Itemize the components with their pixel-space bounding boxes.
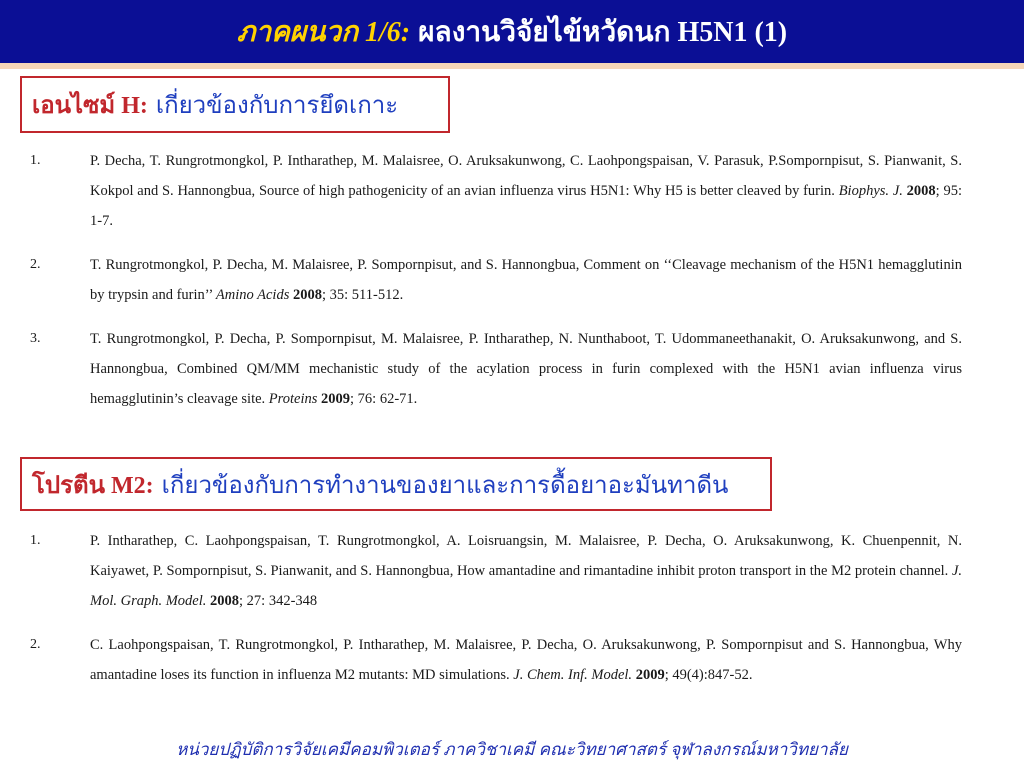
reference-item bbox=[0, 250, 1024, 310]
reference-volume: ; 35: 511-512. bbox=[321, 287, 404, 303]
header-underline bbox=[0, 63, 1024, 69]
slide-footer: หน่วยปฏิบัติการวิจัยเคมีคอมพิวเตอร์ ภาควิชาเคมี คณะวิทยาศาสตร์ จุฬาลงกรณ์มหาวิทยาลัย bbox=[176, 740, 848, 759]
reference-journal: Proteins bbox=[268, 391, 318, 407]
reference-item bbox=[0, 146, 1024, 236]
section-label: โปรตีน M2: bbox=[32, 472, 154, 499]
reference-list-enzyme-h bbox=[0, 146, 1024, 428]
reference-journal: Biophys. J. bbox=[838, 183, 903, 199]
reference-journal: J. Mol. Graph. Model. bbox=[90, 563, 962, 609]
reference-number: 2. bbox=[30, 257, 41, 272]
reference-journal: J. Chem. Inf. Model. bbox=[513, 667, 633, 683]
reference-authors: P. Intharathep, C. Laohpongspaisan, T. Rungrotmongkol, A. Loisruangsin, M. Malaisree, P. Decha, O. Aruksakunwong, K. Chuenpennit, N. Kaiyawet, P. Sompornpisut, S. Pianwanit, and S. Hannongbua, How amantadine and rimantadine inhibit proton transport in the M2 protein channel. bbox=[90, 533, 962, 579]
reference-item bbox=[0, 630, 1024, 690]
reference-number: 1. bbox=[30, 533, 41, 548]
reference-year: 2008 bbox=[906, 183, 936, 199]
reference-text bbox=[90, 630, 962, 690]
reference-authors: T. Rungrotmongkol, P. Decha, P. Sompornpisut, M. Malaisree, P. Intharathep, N. Nunthaboot, T. Udommaneethanakit, O. Aruksakunwong, and S. Hannongbua, Combined QM/MM mechanistic study of the acylation process in furin complexed with the H5N1 avian influenza virus hemagglutinin’s cleavage site. bbox=[90, 331, 962, 407]
reference-text bbox=[90, 146, 962, 236]
reference-year: 2008 bbox=[210, 593, 240, 609]
reference-number: 2. bbox=[30, 637, 41, 652]
reference-text bbox=[90, 250, 962, 310]
reference-year: 2009 bbox=[635, 667, 665, 683]
slide-label: ภาคผนวก 1/6: bbox=[236, 16, 411, 48]
section-title: เกี่ยวข้องกับการทำงานของยาและการดื้อยาอะมันทาดีน bbox=[161, 472, 729, 499]
section-label: เอนไซม์ H: bbox=[32, 93, 148, 119]
reference-year: 2008 bbox=[292, 287, 322, 303]
reference-volume: ; 76: 62-71. bbox=[350, 391, 418, 407]
section-title: เกี่ยวข้องกับการยึดเกาะ bbox=[155, 93, 399, 119]
reference-volume: ; 95: 1-7. bbox=[90, 183, 963, 229]
reference-number: 3. bbox=[30, 331, 41, 346]
reference-text bbox=[90, 526, 962, 616]
reference-number: 1. bbox=[30, 153, 41, 168]
reference-volume: ; 27: 342-348 bbox=[239, 593, 318, 609]
section-heading-protein-m2 bbox=[20, 457, 772, 511]
slide-header bbox=[0, 0, 1024, 63]
reference-authors: C. Laohpongspaisan, T. Rungrotmongkol, P. Intharathep, M. Malaisree, P. Decha, O. Aruksakunwong, P. Sompornpisut and S. Hannongbua, Why amantadine loses its function in influenza M2 mutants: MD simulations. bbox=[90, 637, 962, 683]
slide-title: ผลงานวิจัยไข้หวัดนก H5N1 (1) bbox=[418, 16, 788, 48]
reference-journal: Amino Acids bbox=[215, 287, 290, 303]
reference-volume: ; 49(4):847-52. bbox=[664, 667, 753, 683]
reference-list-protein-m2 bbox=[0, 526, 1024, 704]
reference-authors: T. Rungrotmongkol, P. Decha, M. Malaisree, P. Sompornpisut, and S. Hannongbua, Comment on ‘‘Cleavage mechanism of the H5N1 hemagglutinin by trypsin and furin’’ bbox=[90, 257, 962, 303]
reference-item bbox=[0, 324, 1024, 414]
reference-year: 2009 bbox=[321, 391, 351, 407]
reference-authors: P. Decha, T. Rungrotmongkol, P. Intharathep, M. Malaisree, O. Aruksakunwong, C. Laohpongspaisan, V. Parasuk, P.Sompornpisut, S. Pianwanit, S. Kokpol and S. Hannongbua, Source of high pathogenicity of an avian influenza virus H5N1: Why H5 is better cleaved by furin. bbox=[90, 153, 962, 199]
reference-item bbox=[0, 526, 1024, 616]
section-heading-enzyme-h bbox=[20, 76, 450, 133]
reference-text bbox=[90, 324, 962, 414]
